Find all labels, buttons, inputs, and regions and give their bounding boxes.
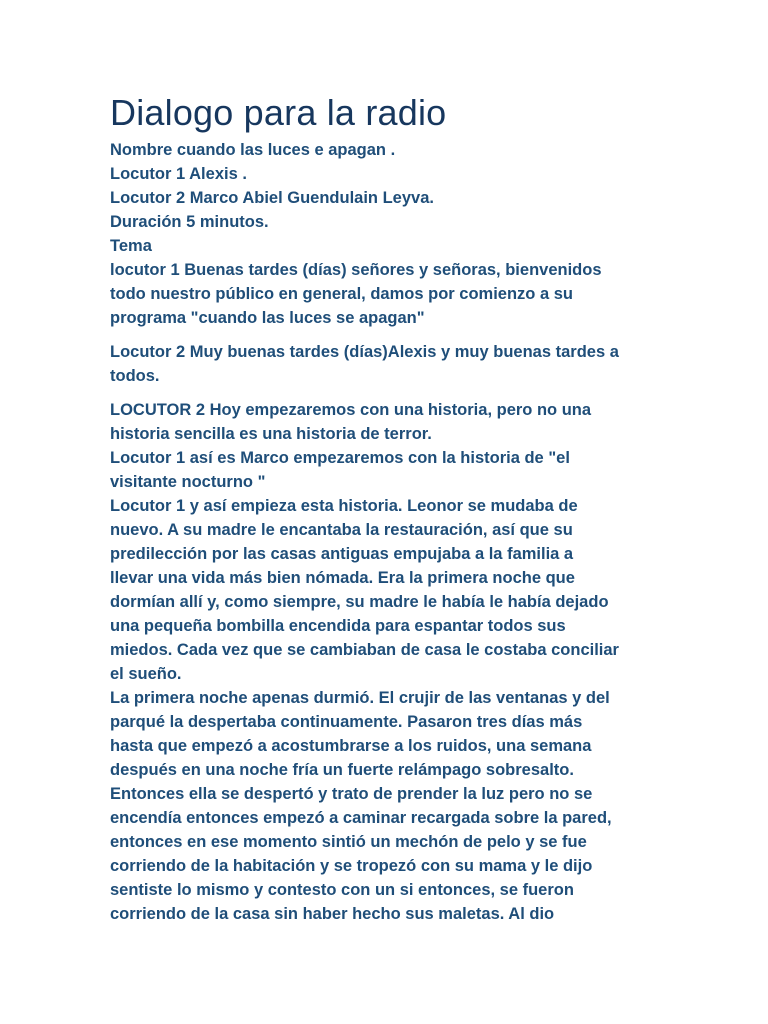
text-line: todos.: [110, 367, 160, 385]
text-line: Locutor 1 Alexis .: [110, 165, 247, 183]
text-line: el sueño.: [110, 665, 182, 683]
paragraph-story: [110, 398, 670, 926]
text-line: llevar una vida más bien nómada. Era la primera noche que: [110, 569, 575, 587]
text-line: visitante nocturno ": [110, 473, 266, 491]
text-line: Locutor 1 así es Marco empezaremos con la historia de "el: [110, 449, 570, 467]
text-line: locutor 1 Buenas tardes (días) señores y señoras, bienvenidos: [110, 261, 602, 279]
text-line: encendía entonces empezó a caminar recargada sobre la pared,: [110, 809, 612, 827]
document-body: [110, 88, 670, 926]
text-line: Locutor 2 Marco Abiel Guendulain Leyva.: [110, 189, 434, 207]
text-line: Nombre cuando las luces e apagan .: [110, 141, 396, 159]
text-line: parqué la despertaba continuamente. Pasaron tres días más: [110, 713, 583, 731]
header-block: [110, 138, 670, 330]
text-line: una pequeña bombilla encendida para espantar todos sus: [110, 617, 566, 635]
text-line: todo nuestro público en general, damos por comienzo a su: [110, 285, 573, 303]
document-title: Dialogo para la radio: [110, 92, 447, 133]
text-line: Duración 5 minutos.: [110, 213, 269, 231]
text-line: Entonces ella se despertó y trato de prender la luz pero no se: [110, 785, 593, 803]
text-line: miedos. Cada vez que se cambiaban de casa le costaba conciliar: [110, 641, 619, 659]
text-line: Locutor 1 y así empieza esta historia. Leonor se mudaba de: [110, 497, 578, 515]
paragraph-spacer: [110, 330, 670, 340]
text-line: programa "cuando las luces se apagan": [110, 309, 425, 327]
text-line: dormían allí y, como siempre, su madre le había le había dejado: [110, 593, 609, 611]
text-line: nuevo. A su madre le encantaba la restauración, así que su: [110, 521, 573, 539]
text-line: historia sencilla es una historia de terror.: [110, 425, 432, 443]
text-line: entonces en ese momento sintió un mechón de pelo y se fue: [110, 833, 587, 851]
text-line: sentiste lo mismo y contesto con un si entonces, se fueron: [110, 881, 574, 899]
text-line: corriendo de la casa sin haber hecho sus maletas. Al dio: [110, 905, 555, 923]
text-line: predilección por las casas antiguas empujaba a la familia a: [110, 545, 574, 563]
text-line: hasta que empezó a acostumbrarse a los ruidos, una semana: [110, 737, 592, 755]
paragraph-locutor-2: [110, 340, 670, 388]
text-line: LOCUTOR 2 Hoy empezaremos con una historia, pero no una: [110, 401, 592, 419]
text-line: corriendo de la habitación y se tropezó con su mama y le dijo: [110, 857, 593, 875]
text-line: Locutor 2 Muy buenas tardes (días)Alexis y muy buenas tardes a: [110, 343, 619, 361]
text-line: Tema: [110, 237, 152, 255]
text-line: después en una noche fría un fuerte relámpago sobresalto.: [110, 761, 574, 779]
text-line: La primera noche apenas durmió. El crujir de las ventanas y del: [110, 689, 610, 707]
paragraph-spacer: [110, 388, 670, 398]
